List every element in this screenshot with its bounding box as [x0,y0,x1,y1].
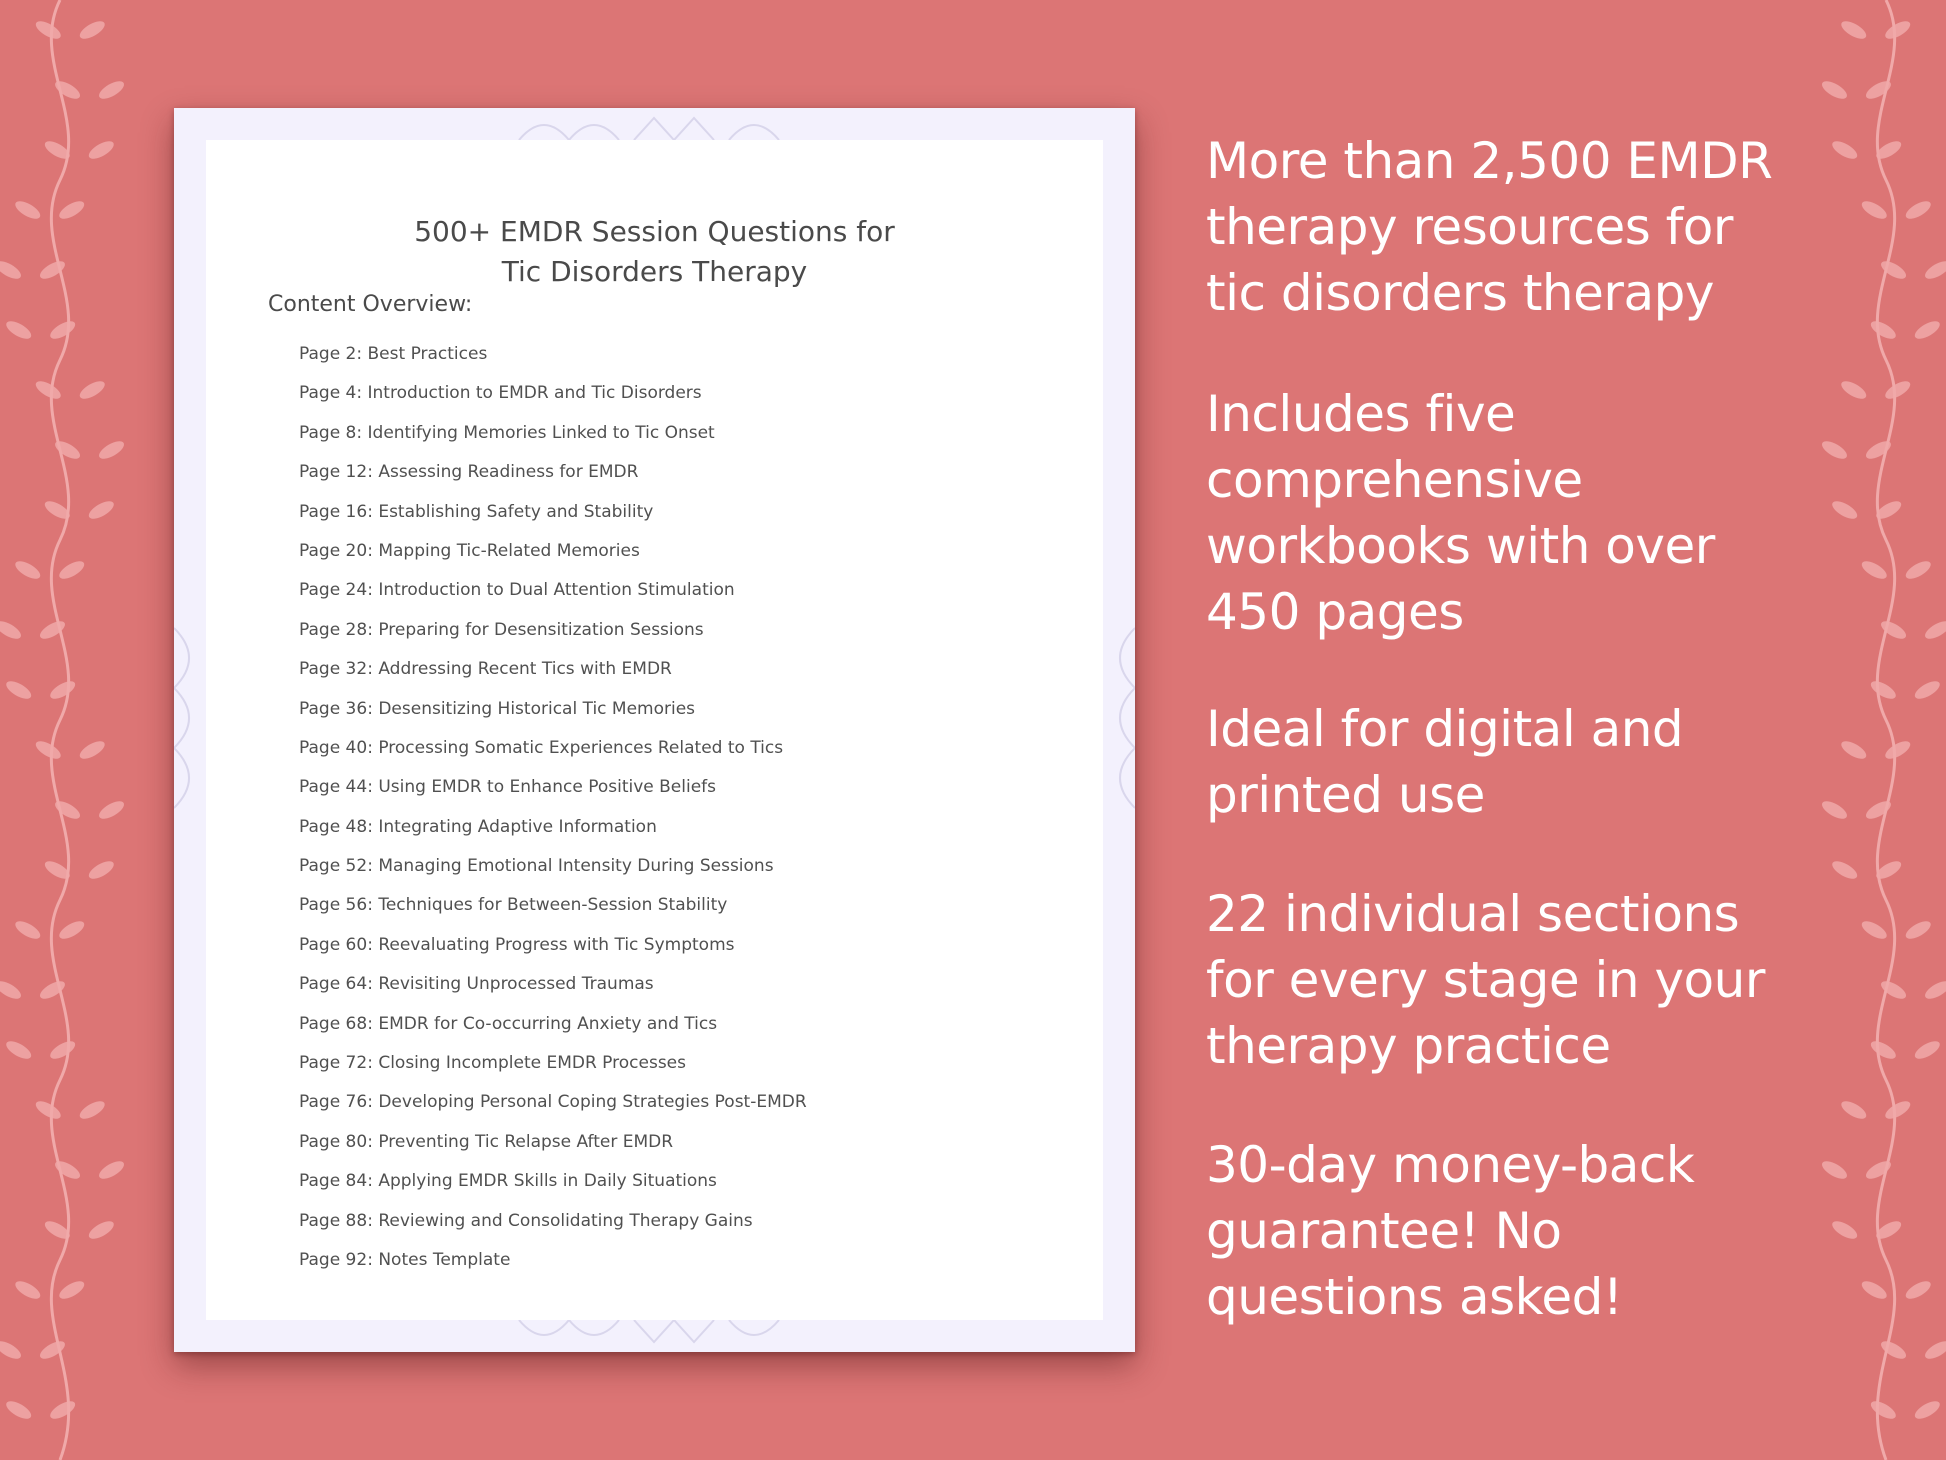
toc-page-number: Page 24: [299,580,373,601]
toc-item [299,1092,807,1131]
leaf-icon [1903,918,1933,942]
toc-item [299,1014,807,1053]
toc-topic: Preventing Tic Relapse After EMDR [378,1131,674,1152]
toc-page-number: Page 20: [299,540,373,561]
toc-page-number: Page 8: [299,422,363,443]
toc-item [299,777,807,816]
feature-line: therapy practice [1206,1017,1611,1075]
toc-page-number: Page 88: [299,1210,373,1231]
toc-topic: Addressing Recent Tics with EMDR [378,659,672,680]
leaf-icon [1819,438,1849,462]
leaf-icon [1868,1038,1898,1062]
feature-line: tic disorders therapy [1206,264,1714,322]
leaf-icon [77,1098,107,1122]
document-page [174,108,1135,1352]
leaf-icon [1922,978,1946,1002]
toc-item [299,1171,807,1210]
toc-topic: Introduction to EMDR and Tic Disorders [367,383,702,404]
toc-page-number: Page 48: [299,816,373,837]
leaf-icon [1883,1098,1913,1122]
toc-item [299,1132,807,1171]
leaf-icon [1912,1398,1942,1422]
toc-topic: Desensitizing Historical Tic Memories [378,698,696,719]
leaf-icon [1859,558,1889,582]
leaf-icon [1859,198,1889,222]
toc-item [299,462,807,501]
leaf-icon [1819,1158,1849,1182]
leaf-icon [1922,1338,1946,1362]
leaf-icon [96,1158,126,1182]
leaf-icon [48,1398,78,1422]
document-content [206,140,1103,1320]
leaf-icon [1819,798,1849,822]
feature-line: 22 individual sections [1206,885,1740,943]
content-overview-heading: Content Overview: [268,292,473,317]
toc-item [299,344,807,383]
feature-resources [1206,128,1772,326]
leaf-icon [86,858,116,882]
toc-topic: Integrating Adaptive Information [378,816,657,837]
toc-topic: Reevaluating Progress with Tic Symptoms [378,934,735,955]
toc-item [299,935,807,974]
leaf-icon [1830,858,1860,882]
leaf-icon [0,1338,24,1362]
toc-item [299,895,807,934]
toc-page-number: Page 92: [299,1249,373,1270]
toc-page-number: Page 80: [299,1131,373,1152]
table-of-contents [299,344,807,1289]
toc-item [299,541,807,580]
leaf-icon [13,1278,43,1302]
leaf-icon [0,258,24,282]
document-title-line-1: 500+ EMDR Session Questions for [414,215,895,248]
leaf-icon [1912,1038,1942,1062]
leaf-icon [1830,1218,1860,1242]
toc-topic: Mapping Tic-Related Memories [378,540,640,561]
toc-page-number: Page 32: [299,659,373,680]
toc-item [299,580,807,619]
leaf-icon [96,798,126,822]
document-title [206,212,1103,292]
toc-page-number: Page 40: [299,737,373,758]
toc-page-number: Page 12: [299,462,373,483]
feature-line: workbooks with over [1206,517,1715,575]
leaf-icon [1922,258,1946,282]
leaf-icon [57,198,87,222]
leaf-icon [57,558,87,582]
toc-page-number: Page 4: [299,383,363,404]
leaf-icon [77,18,107,42]
leaf-icon [1839,1098,1869,1122]
leaf-icon [57,918,87,942]
feature-line: guarantee! No [1206,1202,1562,1260]
leaf-icon [96,78,126,102]
toc-item [299,659,807,698]
leaf-icon [48,318,78,342]
leaf-icon [1839,18,1869,42]
toc-topic: Assessing Readiness for EMDR [378,462,639,483]
toc-item [299,620,807,659]
toc-topic: Processing Somatic Experiences Related to Tics [378,737,784,758]
toc-item [299,502,807,541]
toc-item [299,974,807,1013]
toc-item [299,1250,807,1289]
leaf-icon [33,378,63,402]
leaf-icon [1912,678,1942,702]
leaf-icon [1830,498,1860,522]
toc-page-number: Page 84: [299,1171,373,1192]
toc-page-number: Page 60: [299,934,373,955]
toc-topic: Techniques for Between-Session Stability [378,895,728,916]
toc-item [299,1053,807,1092]
toc-page-number: Page 68: [299,1013,373,1034]
toc-item [299,738,807,777]
feature-line: printed use [1206,766,1485,824]
leaf-icon [1830,138,1860,162]
toc-topic: Notes Template [378,1249,511,1270]
toc-topic: Closing Incomplete EMDR Processes [378,1053,686,1074]
feature-usage [1206,696,1683,828]
feature-line: comprehensive [1206,451,1583,509]
leaf-icon [1859,918,1889,942]
feature-line: More than 2,500 EMDR [1206,132,1773,190]
feature-line: questions asked! [1206,1268,1623,1326]
leaf-icon [1839,738,1869,762]
toc-topic: Reviewing and Consolidating Therapy Gains [378,1210,753,1231]
leaf-icon [1839,378,1869,402]
feature-line: for every stage in your [1206,951,1765,1009]
toc-page-number: Page 44: [299,777,373,798]
leaf-icon [13,558,43,582]
toc-topic: Applying EMDR Skills in Daily Situations [378,1171,717,1192]
leaf-icon [1903,198,1933,222]
leaf-icon [0,978,24,1002]
leaf-icon [13,198,43,222]
toc-item [299,383,807,422]
leaf-icon [33,1098,63,1122]
feature-line: 450 pages [1206,583,1464,641]
toc-page-number: Page 56: [299,895,373,916]
leaf-icon [57,1278,87,1302]
leaf-icon [86,498,116,522]
leaf-icon [86,138,116,162]
leaf-icon [48,678,78,702]
leaf-icon [1868,678,1898,702]
toc-topic: Introduction to Dual Attention Stimulation [378,580,735,601]
floral-vine-right-icon [1816,0,1946,1460]
leaf-icon [4,678,34,702]
leaf-icon [86,1218,116,1242]
leaf-icon [37,1338,67,1362]
leaf-icon [33,18,63,42]
toc-item [299,699,807,738]
leaf-icon [4,318,34,342]
toc-topic: Identifying Memories Linked to Tic Onset [367,422,715,443]
toc-topic: Establishing Safety and Stability [378,501,654,522]
toc-topic: Managing Emotional Intensity During Sessions [378,856,774,877]
feature-line: therapy resources for [1206,198,1733,256]
toc-page-number: Page 52: [299,856,373,877]
feature-line: Includes five [1206,385,1516,443]
leaf-icon [1883,738,1913,762]
leaf-icon [48,1038,78,1062]
leaf-icon [96,438,126,462]
toc-item [299,423,807,462]
toc-page-number: Page 2: [299,344,363,364]
toc-page-number: Page 76: [299,1092,373,1113]
leaf-icon [13,918,43,942]
leaf-icon [1878,1338,1908,1362]
leaf-icon [1903,1278,1933,1302]
toc-topic: EMDR for Co-occurring Anxiety and Tics [378,1013,718,1034]
toc-item [299,856,807,895]
leaf-icon [4,1038,34,1062]
toc-topic: Revisiting Unprocessed Traumas [378,974,654,995]
feature-sections [1206,881,1765,1079]
toc-page-number: Page 72: [299,1053,373,1074]
leaf-icon [1922,618,1946,642]
toc-item [299,817,807,856]
leaf-icon [77,378,107,402]
toc-page-number: Page 36: [299,698,373,719]
document-title-line-2: Tic Disorders Therapy [501,255,808,288]
leaf-icon [1868,1398,1898,1422]
toc-topic: Best Practices [367,344,488,364]
leaf-icon [1912,318,1942,342]
floral-vine-left-icon [0,0,130,1460]
leaf-icon [1883,18,1913,42]
leaf-icon [1903,558,1933,582]
toc-page-number: Page 16: [299,501,373,522]
leaf-icon [0,618,24,642]
leaf-icon [4,1398,34,1422]
leaf-icon [1868,318,1898,342]
leaf-icon [1819,78,1849,102]
feature-line: 30-day money-back [1206,1136,1695,1194]
toc-topic: Developing Personal Coping Strategies Post-EMDR [378,1092,807,1113]
leaf-icon [1883,378,1913,402]
toc-topic: Preparing for Desensitization Sessions [378,619,704,640]
toc-topic: Using EMDR to Enhance Positive Beliefs [378,777,717,798]
feature-workbooks [1206,381,1715,645]
leaf-icon [77,738,107,762]
toc-page-number: Page 64: [299,974,373,995]
feature-line: Ideal for digital and [1206,700,1684,758]
feature-guarantee [1206,1132,1694,1330]
toc-item [299,1211,807,1250]
leaf-icon [33,738,63,762]
leaf-icon [1859,1278,1889,1302]
toc-page-number: Page 28: [299,619,373,640]
